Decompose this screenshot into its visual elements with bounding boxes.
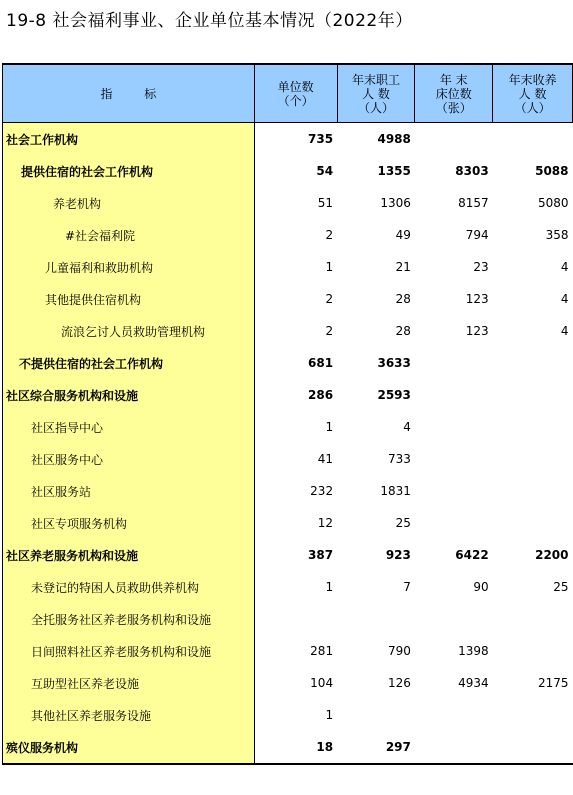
cell-unit-count: 104 xyxy=(310,676,334,690)
cell-bed-count: 23 xyxy=(473,260,489,274)
row-indicator-name: 社区服务中心 xyxy=(3,443,255,475)
cell-staff-count: 28 xyxy=(395,292,411,306)
table-row xyxy=(3,475,573,507)
cell-bed-count: 4934 xyxy=(458,676,489,690)
header-adopted-count: 年末收养 人 数 （人） xyxy=(493,64,573,123)
cell-unit-count: 681 xyxy=(308,356,334,370)
row-indicator-name: 未登记的特困人员救助供养机构 xyxy=(3,571,255,603)
row-indicator-name: 社区指导中心 xyxy=(3,411,255,443)
cell-bed-count xyxy=(415,443,493,475)
cell-bed-count: 8303 xyxy=(455,164,489,178)
header-bed-count: 年 末 床位数 （张） xyxy=(415,64,493,123)
cell-staff-count: 733 xyxy=(387,452,411,466)
cell-adopted-count: 4 xyxy=(560,292,569,306)
cell-unit-count: 735 xyxy=(308,132,334,146)
cell-unit-count: 1 xyxy=(325,260,334,274)
cell-adopted-count xyxy=(493,411,573,443)
cell-bed-count xyxy=(415,411,493,443)
table-row xyxy=(3,539,573,571)
cell-staff-count: 923 xyxy=(385,548,411,562)
cell-unit-count: 18 xyxy=(254,731,337,764)
cell-staff-count: 28 xyxy=(395,324,411,338)
header-unit-count: 单位数 （个） xyxy=(254,64,337,123)
table-row xyxy=(3,635,573,667)
cell-bed-count xyxy=(415,603,493,635)
cell-unit-count: 1 xyxy=(325,708,334,722)
cell-unit-count: 1 xyxy=(325,580,334,594)
row-indicator-name: 其他提供住宿机构 xyxy=(3,283,255,315)
cell-staff-count: 790 xyxy=(387,644,411,658)
cell-staff-count: 1306 xyxy=(380,196,411,210)
cell-adopted-count xyxy=(493,443,573,475)
cell-adopted-count: 25 xyxy=(553,580,569,594)
row-indicator-name: 不提供住宿的社会工作机构 xyxy=(3,347,255,379)
cell-adopted-count: 4 xyxy=(560,324,569,338)
cell-staff-count: 297 xyxy=(337,731,415,764)
cell-adopted-count: 4 xyxy=(560,260,569,274)
table-row xyxy=(3,155,573,187)
cell-bed-count xyxy=(415,507,493,539)
cell-staff-count: 49 xyxy=(395,228,411,242)
cell-bed-count: 6422 xyxy=(455,548,489,562)
page-title: 19-8 社会福利事业、企业单位基本情况（2022年） xyxy=(6,11,413,31)
row-indicator-name: 儿童福利和救助机构 xyxy=(3,251,255,283)
cell-staff-count: 25 xyxy=(395,516,411,530)
cell-bed-count: 123 xyxy=(465,324,489,338)
cell-staff-count: 126 xyxy=(387,676,411,690)
cell-unit-count: 2 xyxy=(325,324,334,338)
header-staff-count: 年末职工 人 数 （人） xyxy=(337,64,415,123)
cell-adopted-count xyxy=(493,635,573,667)
header-indicator: 指 标 xyxy=(3,64,255,123)
cell-staff-count: 1831 xyxy=(380,484,411,498)
row-indicator-name: 社区养老服务机构和设施 xyxy=(3,539,255,571)
cell-unit-count: 281 xyxy=(310,644,334,658)
table-row xyxy=(3,699,573,731)
cell-staff-count: 21 xyxy=(395,260,411,274)
table-row xyxy=(3,347,573,379)
cell-bed-count: 1398 xyxy=(458,644,489,658)
cell-staff-count: 1355 xyxy=(377,164,411,178)
row-indicator-name: 殡仪服务机构 xyxy=(3,731,255,764)
cell-adopted-count: 358 xyxy=(545,228,569,242)
cell-unit-count: 1 xyxy=(325,420,334,434)
table-row xyxy=(3,731,573,764)
row-indicator-name: 全托服务社区养老服务机构和设施 xyxy=(3,603,255,635)
table-row xyxy=(3,379,573,411)
row-indicator-name: #社会福利院 xyxy=(3,219,255,251)
cell-unit-count: 54 xyxy=(316,164,334,178)
cell-adopted-count xyxy=(493,379,573,411)
row-indicator-name: 互助型社区养老设施 xyxy=(3,667,255,699)
cell-bed-count xyxy=(415,699,493,731)
cell-staff-count: 4 xyxy=(403,420,411,434)
cell-adopted-count: 5080 xyxy=(537,196,569,210)
table-row xyxy=(3,507,573,539)
cell-adopted-count xyxy=(493,347,573,379)
table-row xyxy=(3,603,573,635)
row-indicator-name: 社区专项服务机构 xyxy=(3,507,255,539)
table-row xyxy=(3,571,573,603)
cell-adopted-count: 2175 xyxy=(537,676,569,690)
cell-bed-count: 8157 xyxy=(458,196,489,210)
row-indicator-name: 提供住宿的社会工作机构 xyxy=(3,155,255,187)
cell-adopted-count xyxy=(493,123,573,156)
table-row xyxy=(3,219,573,251)
cell-bed-count: 123 xyxy=(465,292,489,306)
cell-bed-count xyxy=(415,379,493,411)
cell-unit-count: 12 xyxy=(317,516,334,530)
data-table xyxy=(2,63,573,765)
table-header-row xyxy=(3,64,573,123)
table-row xyxy=(3,251,573,283)
cell-staff-count xyxy=(337,603,415,635)
table-row xyxy=(3,123,573,156)
cell-unit-count: 286 xyxy=(308,388,334,402)
row-indicator-name: 社会工作机构 xyxy=(3,123,255,156)
row-indicator-name: 其他社区养老服务设施 xyxy=(3,699,255,731)
cell-adopted-count xyxy=(493,507,573,539)
cell-adopted-count: 5088 xyxy=(535,164,569,178)
cell-unit-count: 387 xyxy=(308,548,334,562)
cell-adopted-count xyxy=(493,699,573,731)
cell-staff-count: 3633 xyxy=(377,356,411,370)
table-row xyxy=(3,443,573,475)
table-row xyxy=(3,667,573,699)
cell-staff-count: 2593 xyxy=(377,388,411,402)
table-row xyxy=(3,283,573,315)
cell-unit-count: 51 xyxy=(317,196,334,210)
cell-bed-count xyxy=(415,731,493,764)
cell-unit-count: 232 xyxy=(310,484,334,498)
row-indicator-name: 社区综合服务机构和设施 xyxy=(3,379,255,411)
row-indicator-name: 流浪乞讨人员救助管理机构 xyxy=(3,315,255,347)
cell-unit-count: 41 xyxy=(317,452,334,466)
cell-unit-count: 2 xyxy=(325,228,334,242)
cell-unit-count xyxy=(254,603,337,635)
cell-unit-count: 2 xyxy=(325,292,334,306)
cell-adopted-count xyxy=(493,603,573,635)
cell-staff-count: 7 xyxy=(403,580,411,594)
cell-bed-count xyxy=(415,475,493,507)
cell-bed-count: 794 xyxy=(465,228,489,242)
cell-bed-count xyxy=(415,347,493,379)
row-indicator-name: 养老机构 xyxy=(3,187,255,219)
row-indicator-name: 日间照料社区养老服务机构和设施 xyxy=(3,635,255,667)
cell-adopted-count xyxy=(493,731,573,764)
row-indicator-name: 社区服务站 xyxy=(3,475,255,507)
cell-adopted-count: 2200 xyxy=(535,548,569,562)
cell-adopted-count xyxy=(493,475,573,507)
cell-staff-count xyxy=(337,699,415,731)
cell-bed-count xyxy=(415,123,493,156)
table-row xyxy=(3,187,573,219)
cell-staff-count: 4988 xyxy=(377,132,411,146)
table-row xyxy=(3,411,573,443)
table-row xyxy=(3,315,573,347)
cell-bed-count: 90 xyxy=(473,580,489,594)
